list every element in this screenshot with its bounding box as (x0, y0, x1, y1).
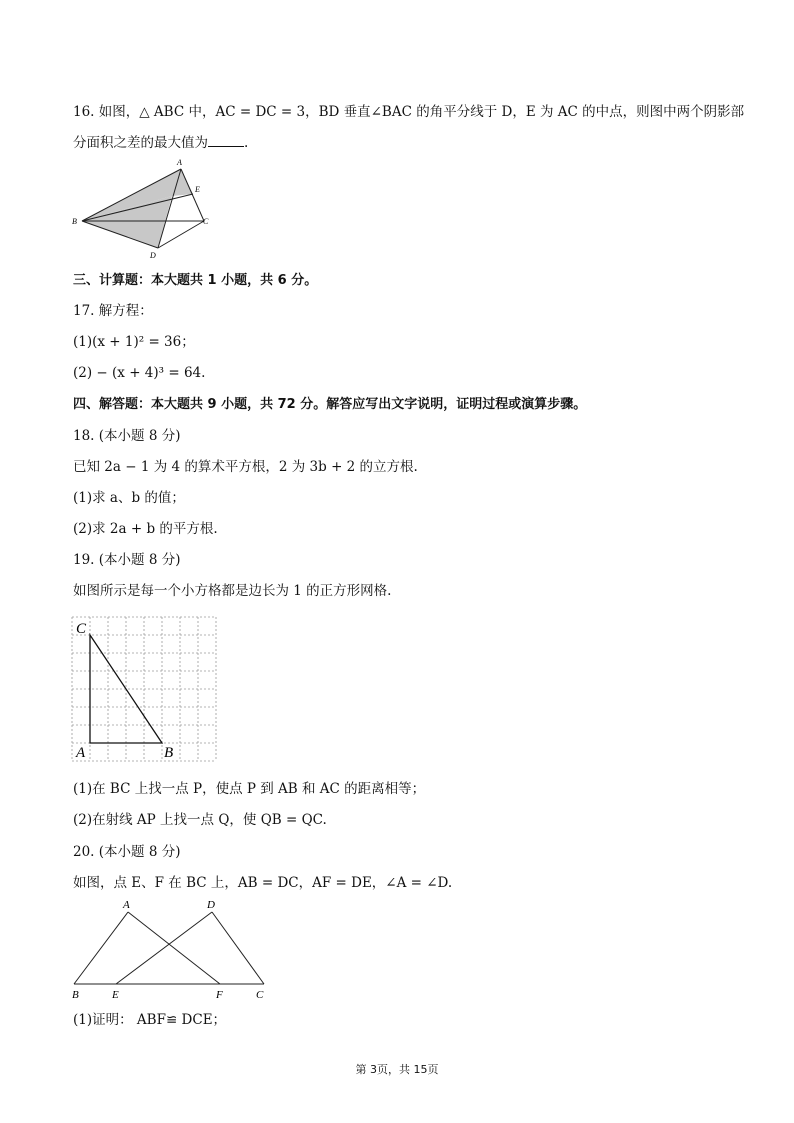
q16-figure (68, 156, 218, 261)
q20-part1: (1)证明： ABF≌ DCE； (73, 1012, 227, 1028)
q16-label-c: C (203, 217, 209, 226)
q16-label-b: B (72, 217, 77, 226)
q16-line2-text: 分面积之差的最大值为 (73, 135, 208, 151)
q20-label-b: B (72, 989, 79, 1001)
q19-label-a: A (76, 745, 86, 761)
q19-label-c: C (76, 621, 87, 637)
section-4-heading: 四、解答题：本大题共 9 小题，共 72 分。解答应写出文字说明，证明过程或演算步骤。 (73, 397, 587, 412)
q18-title: 18. (本小题 8 分) (73, 428, 181, 444)
answer-blank (208, 134, 244, 147)
page-footer: 第 3页，共 15页 (355, 1063, 439, 1076)
section-3-heading: 三、计算题：本大题共 1 小题，共 6 分。 (73, 273, 318, 288)
q20-label-d: D (207, 899, 215, 911)
q20-label-a: A (123, 899, 130, 911)
q19-grid-figure (70, 614, 222, 764)
q20-stem: 如图，点 E、F 在 BC 上，AB = DC，AF = DE，∠A = ∠D. (73, 875, 453, 891)
q18-stem: 已知 2a − 1 为 4 的算术平方根，2 为 3b + 2 的立方根. (73, 459, 418, 475)
q19-part2: (2)在射线 AP 上找一点 Q，使 QB = QC. (73, 812, 327, 828)
q17-part2: (2) − (x + 4)³ = 64. (73, 365, 206, 381)
q18-part1: (1)求 a、b 的值； (73, 490, 185, 506)
q17-title: 17. 解方程： (73, 303, 153, 319)
q19-stem: 如图所示是每一个小方格都是边长为 1 的正方形网格. (73, 583, 392, 599)
q16-label-e: E (195, 185, 200, 194)
q17-part1: (1)(x + 1)² = 36； (73, 334, 195, 350)
grid-lines (72, 617, 216, 761)
q20-label-e: E (112, 989, 119, 1001)
q16-label-d: D (150, 251, 156, 260)
q20-label-f: F (216, 989, 223, 1001)
q20-title: 20. (本小题 8 分) (73, 844, 181, 860)
q16-line2-end: . (244, 135, 249, 151)
q16-line1: 16. 如图，△ ABC 中，AC = DC = 3，BD 垂直∠BAC 的角平分线于 D，E 为 AC 的中点，则图中两个阴影部 (73, 104, 745, 120)
q19-label-b: B (164, 745, 174, 761)
q18-part2: (2)求 2a + b 的平方根. (73, 521, 218, 537)
q20-figure (68, 896, 274, 1004)
q19-title: 19. (本小题 8 分) (73, 552, 181, 568)
q20-label-c: C (256, 989, 264, 1001)
q19-part1: (1)在 BC 上找一点 P，使点 P 到 AB 和 AC 的距离相等； (73, 781, 426, 797)
q16-line2 (73, 134, 248, 152)
q16-label-a: A (177, 158, 182, 167)
